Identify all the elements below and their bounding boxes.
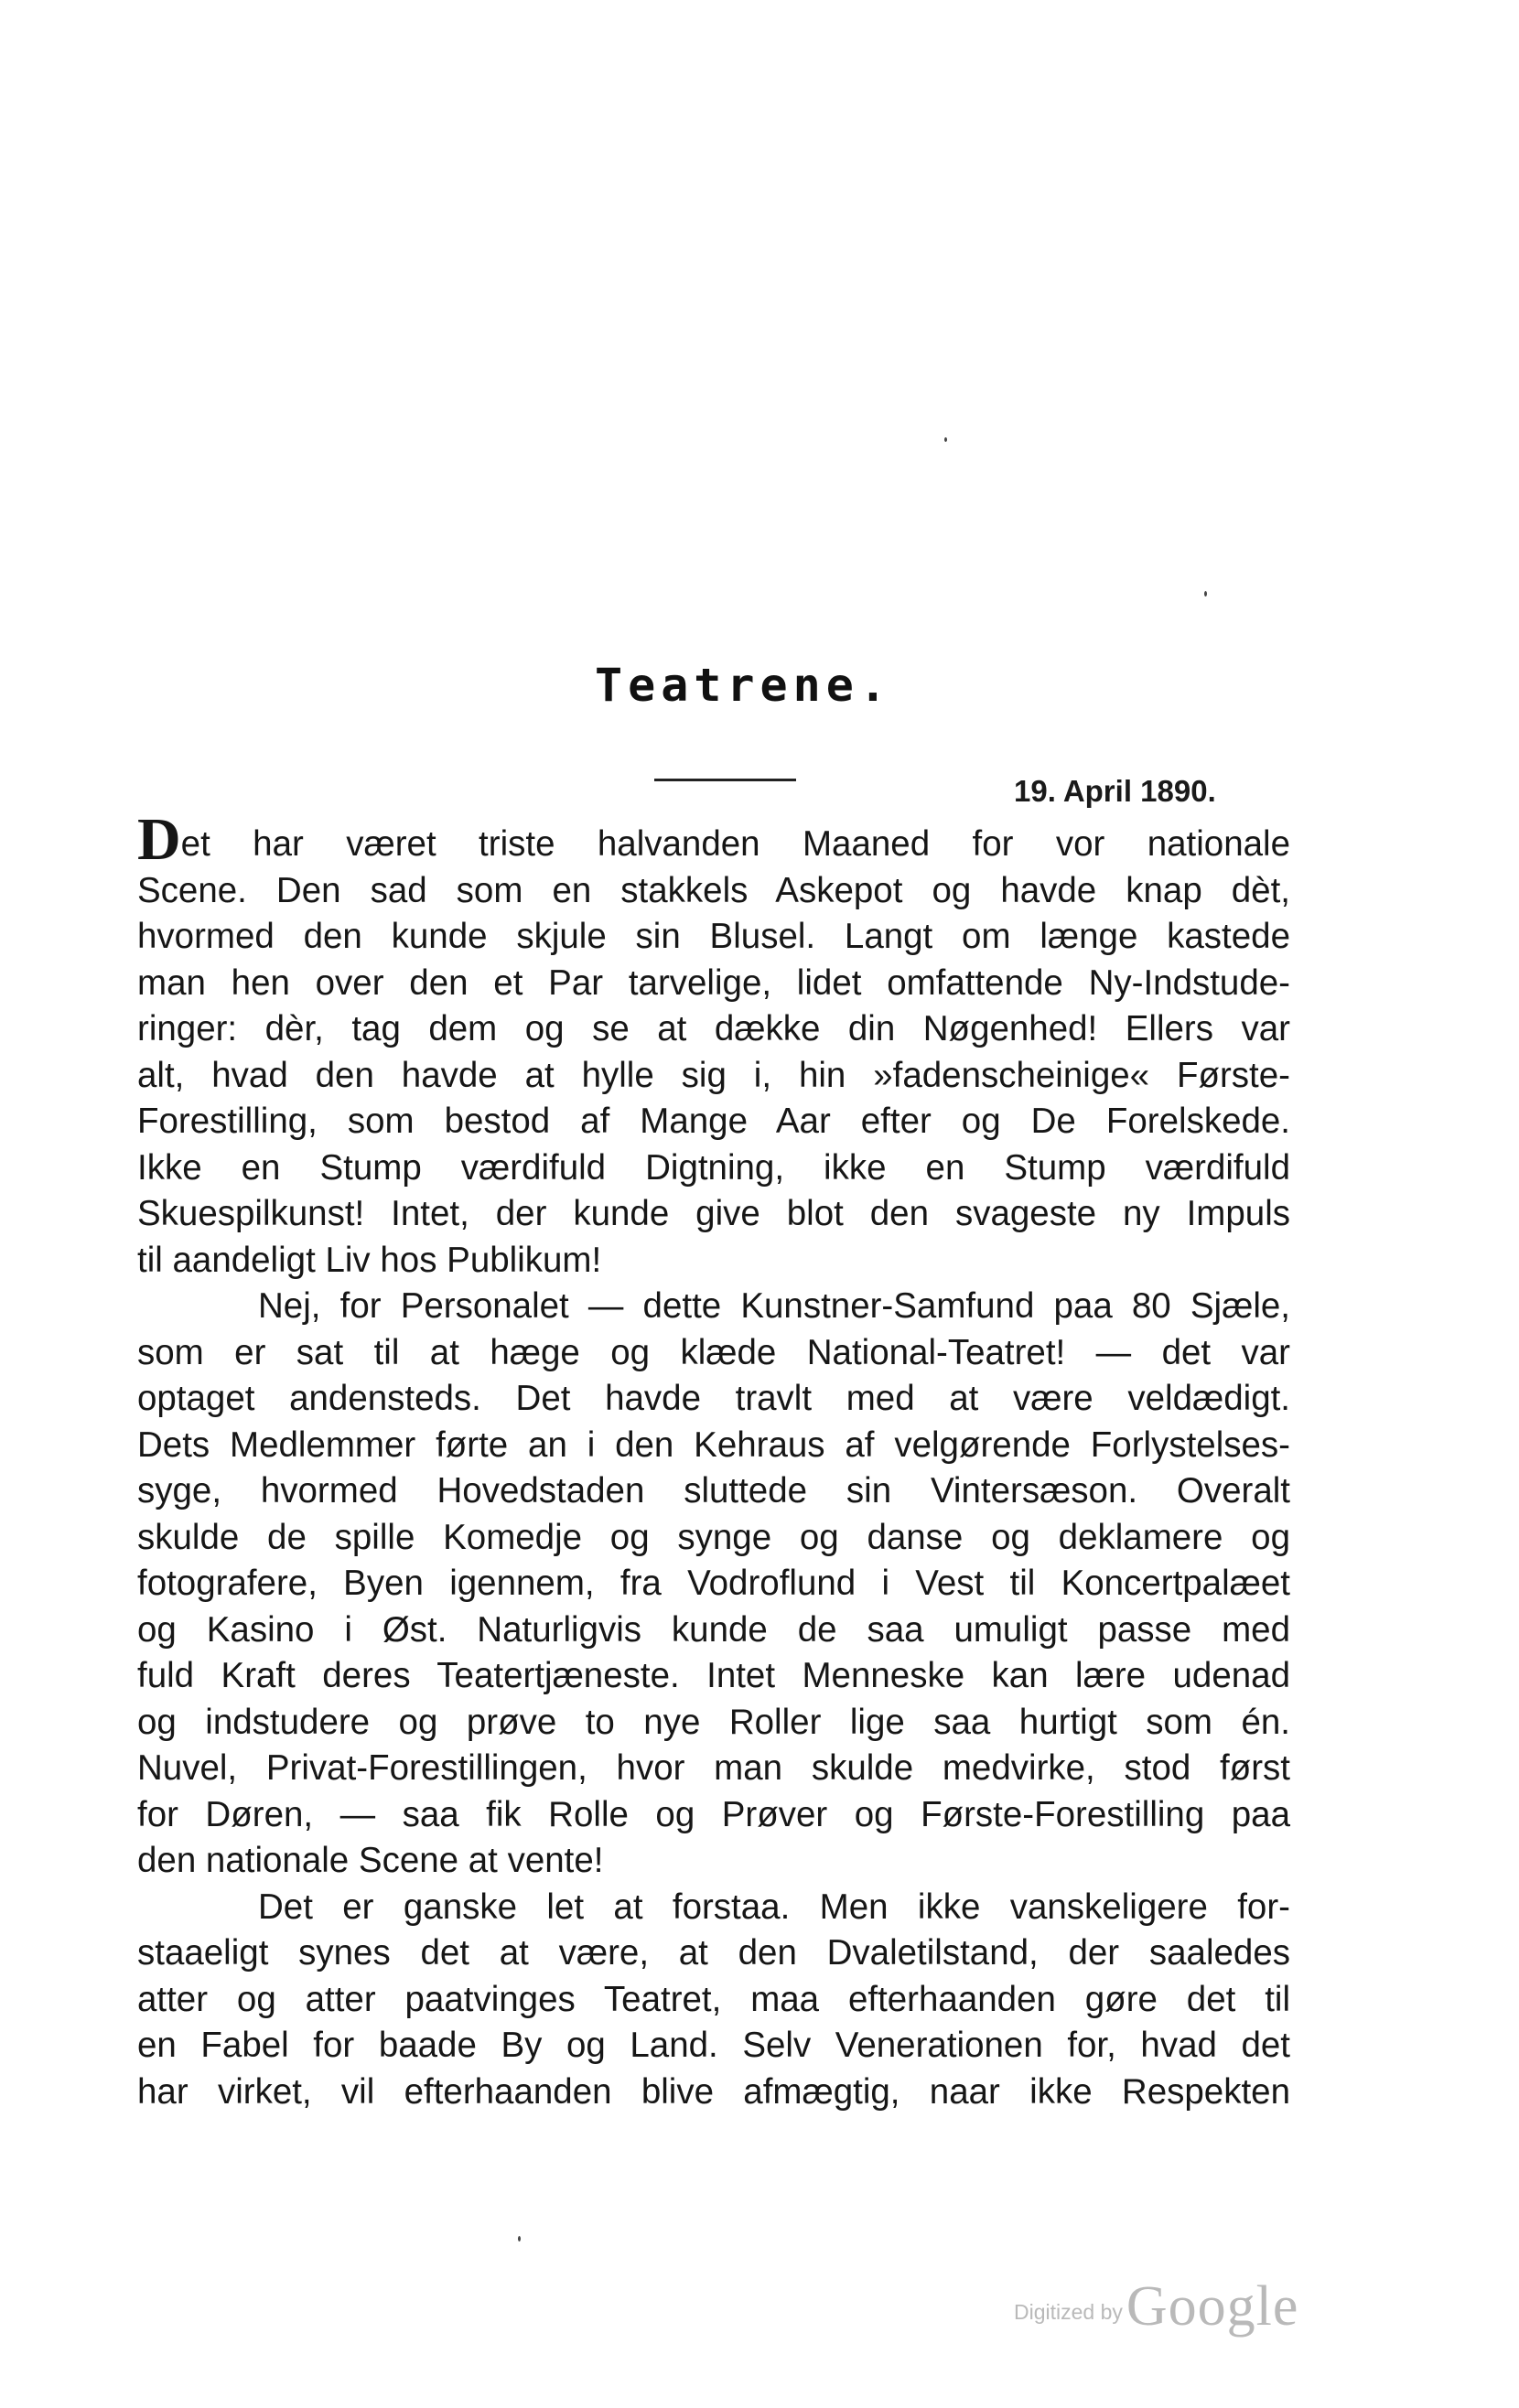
article-date: 19. April 1890. [1014,774,1216,808]
text-line: Dets Medlemmer førte an i den Kehraus af velgørende Forlystelses- [137,1424,1290,1465]
text-line: har virket, vil efterhaanden blive afmægtig, naar ikke Respekten [137,2071,1290,2112]
text-line: alt, hvad den havde at hylle sig i, hin »fadenscheinige« Første- [137,1055,1290,1095]
text-line: som er sat til at hæge og klæde National-Teatret! — det var [137,1332,1290,1372]
text-line: fotografere, Byen igennem, fra Vodroflund i Vest til Koncertpalæet [137,1564,1290,1603]
watermark-prefix: Digitized by [1014,2300,1123,2324]
digitized-watermark [1014,2274,1298,2339]
text-line: Scene. Den sad som en stakkels Askepot og havde knap dèt, [137,870,1290,910]
ink-speck [518,2236,521,2241]
body-text [137,806,1290,2115]
text-line: ringer: dèr, tag dem og se at dække din Nøgenhed! Ellers var [137,1009,1290,1048]
text-line: hvormed den kunde skjule sin Blusel. Langt om længe kastede [137,917,1290,956]
text-line: syge, hvormed Hovedstaden sluttede sin Vintersæson. Overalt [137,1471,1290,1510]
text-line: Det er ganske let at forstaa. Men ikke vanskeligere for- [258,1887,1290,1927]
chapter-title: Teatrene. [595,659,892,712]
text-line: atter og atter paatvinges Teatret, maa efterhaanden gøre det til [137,1979,1290,2019]
text-line: optaget andensteds. Det havde travlt med at være veldædigt. [137,1379,1290,1418]
text-line: Nuvel, Privat-Forestillingen, hvor man skulde medvirke, stod først [137,1748,1290,1788]
text-line: Skuespilkunst! Intet, der kunde give blot den svageste ny Impuls [137,1194,1290,1233]
title-rule [654,779,796,781]
text-line: man hen over den et Par tarvelige, lidet omfattende Ny-Indstude- [137,962,1290,1003]
text-line: og Kasino i Øst. Naturligvis kunde de saa umuligt passe med [137,1609,1290,1650]
text-line: Nej, for Personalet — dette Kunstner-Samfund paa 80 Sjæle, [258,1286,1290,1326]
text-line: og indstudere og prøve to nye Roller lige saa hurtigt som én. [137,1702,1290,1742]
text-line: fuld Kraft deres Teatertjæneste. Intet Menneske kan lære udenad [137,1656,1290,1695]
drop-cap: D [137,806,181,873]
ink-speck [944,437,947,442]
text-line: Ikke en Stump værdifuld Digtning, ikke en Stump værdifuld [137,1147,1290,1188]
text-line: for Døren, — saa fik Rolle og Prøver og Første-Forestilling paa [137,1794,1290,1834]
text-line: Forestilling, som bestod af Mange Aar efter og De Forelskede. [137,1102,1290,1141]
text-line: til aandeligt Liv hos Publikum! [137,1240,602,1280]
text-line: skulde de spille Komedje og synge og danse og deklamere og [137,1517,1290,1557]
google-logo: Google [1126,2275,1299,2338]
ink-speck [1204,591,1207,597]
text-line: en Fabel for baade By og Land. Selv Venerationen for, hvad det [137,2026,1290,2065]
text-line: Det har været triste halvanden Maaned for vor nationale [137,806,1290,873]
text-line: staaeligt synes det at være, at den Dvaletilstand, der saaledes [137,1933,1290,1973]
text-line: den nationale Scene at vente! [137,1841,604,1880]
